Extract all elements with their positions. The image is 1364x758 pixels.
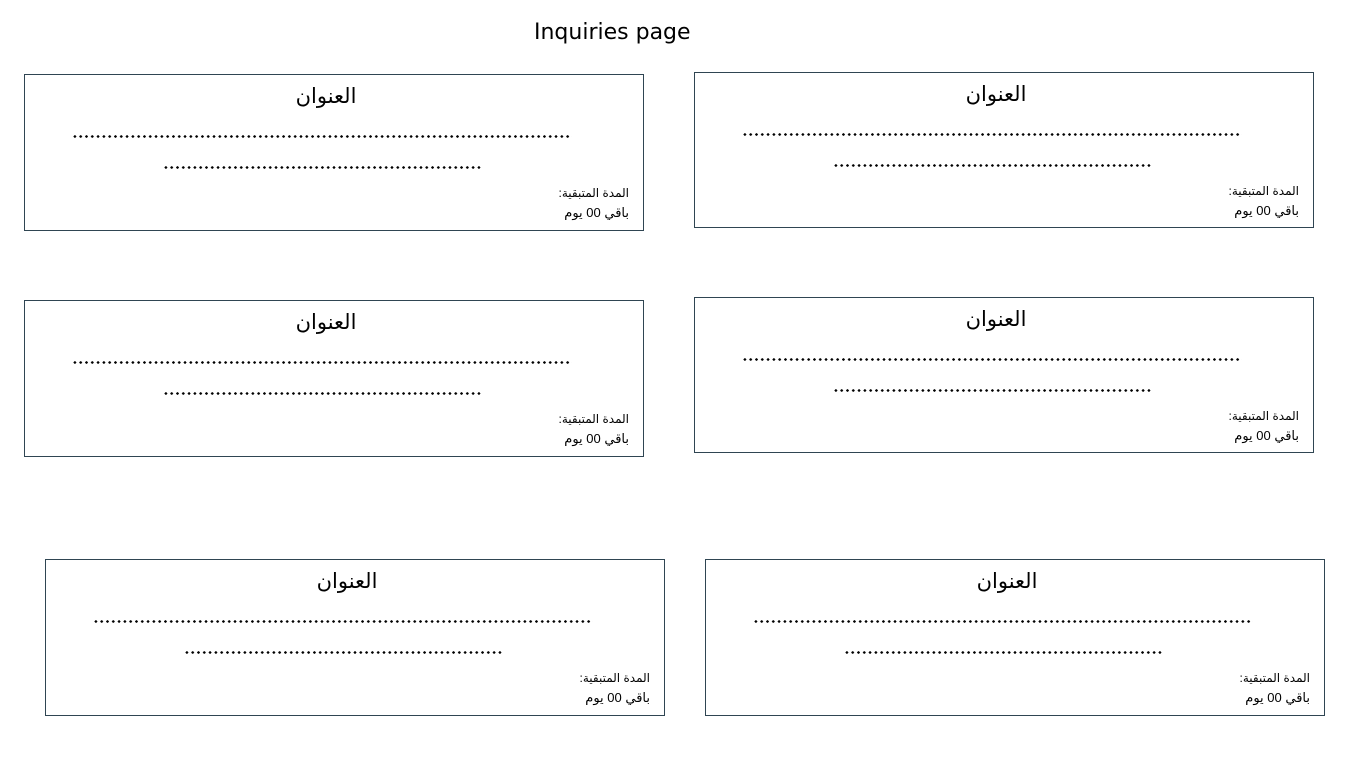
inquiry-card[interactable] <box>694 72 1314 228</box>
inquiry-title: العنوان <box>976 570 1038 593</box>
remaining-label: المدة المتبقية: <box>1228 184 1299 198</box>
remaining-label: المدة المتبقية: <box>1228 409 1299 423</box>
remaining-time <box>559 410 629 448</box>
inquiry-title: العنوان <box>965 308 1027 331</box>
description-placeholder-line-1 <box>72 361 572 364</box>
remaining-label: المدة المتبقية: <box>558 412 629 426</box>
description-placeholder-line-2 <box>833 389 1151 392</box>
remaining-time <box>559 184 629 222</box>
inquiry-title: العنوان <box>316 570 378 593</box>
remaining-value: باقي 00 يوم <box>564 431 629 446</box>
remaining-value: باقي 00 يوم <box>1234 428 1299 443</box>
remaining-value: باقي 00 يوم <box>1245 690 1310 705</box>
remaining-time <box>1229 407 1299 445</box>
inquiry-title: العنوان <box>295 311 357 334</box>
remaining-value: باقي 00 يوم <box>1234 203 1299 218</box>
inquiry-card[interactable] <box>24 74 644 231</box>
remaining-label: المدة المتبقية: <box>1239 671 1310 685</box>
remaining-value: باقي 00 يوم <box>564 205 629 220</box>
remaining-time <box>1229 182 1299 220</box>
description-placeholder-line-2 <box>833 164 1151 167</box>
description-placeholder-line-1 <box>72 135 572 138</box>
inquiry-card[interactable] <box>694 297 1314 453</box>
remaining-time <box>580 669 650 707</box>
inquiry-title: العنوان <box>965 83 1027 106</box>
description-placeholder-line-1 <box>753 620 1253 623</box>
remaining-label: المدة المتبقية: <box>579 671 650 685</box>
page-title: Inquiries page <box>534 20 691 45</box>
inquiry-card[interactable] <box>705 559 1325 716</box>
remaining-label: المدة المتبقية: <box>558 186 629 200</box>
description-placeholder-line-2 <box>844 651 1162 654</box>
remaining-value: باقي 00 يوم <box>585 690 650 705</box>
inquiry-title: العنوان <box>295 85 357 108</box>
description-placeholder-line-2 <box>184 651 502 654</box>
description-placeholder-line-1 <box>742 358 1242 361</box>
description-placeholder-line-2 <box>163 392 481 395</box>
description-placeholder-line-1 <box>742 133 1242 136</box>
description-placeholder-line-2 <box>163 166 481 169</box>
inquiry-card[interactable] <box>45 559 665 716</box>
remaining-time <box>1240 669 1310 707</box>
inquiry-card[interactable] <box>24 300 644 457</box>
description-placeholder-line-1 <box>93 620 593 623</box>
